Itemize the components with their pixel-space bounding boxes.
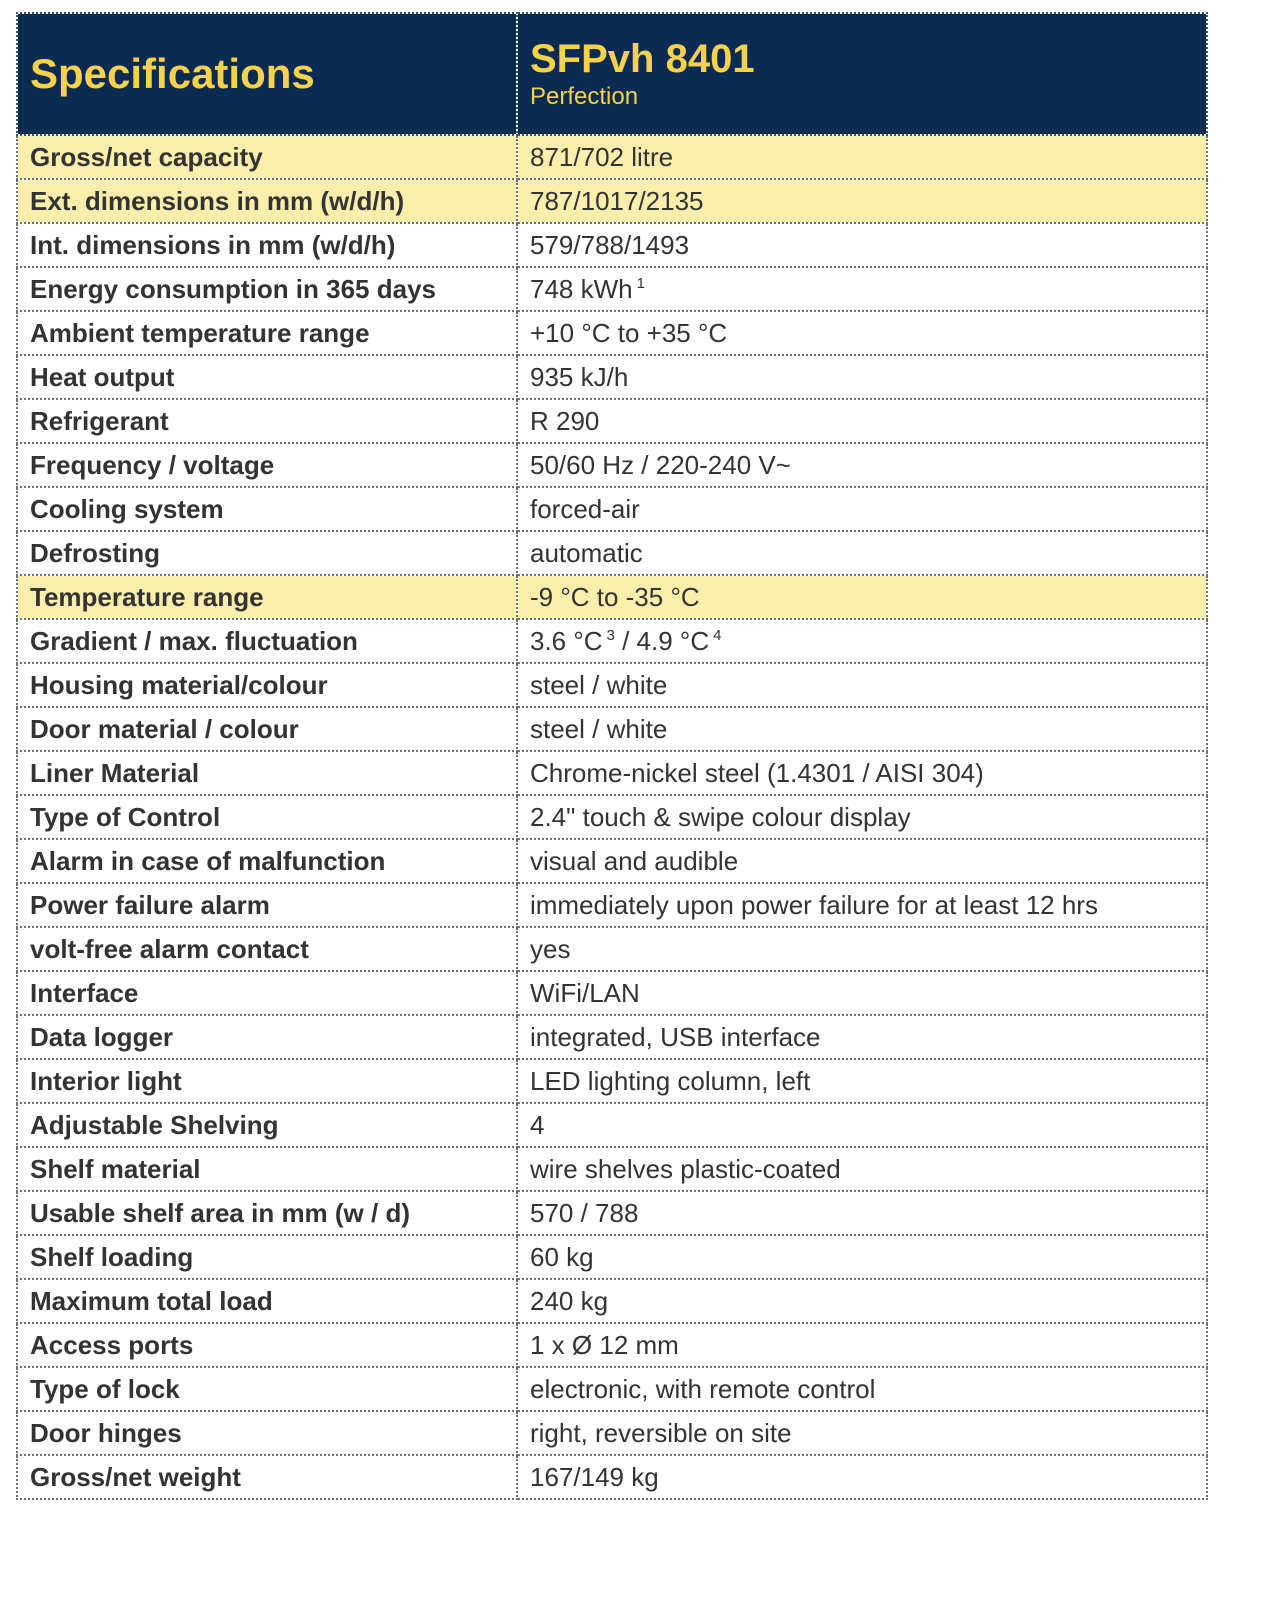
spec-value: +10 °C to +35 °C xyxy=(530,317,728,348)
spec-value: right, reversible on site xyxy=(530,1417,792,1448)
spec-value-cell xyxy=(517,971,1207,1015)
table-row xyxy=(17,223,1207,267)
spec-value: 1 x Ø 12 mm xyxy=(530,1329,679,1360)
spec-value-secondary: / 4.9 °C xyxy=(614,625,710,656)
spec-value-cell xyxy=(517,1323,1207,1367)
spec-value-cell xyxy=(517,223,1207,267)
spec-label: Type of lock xyxy=(17,1367,517,1411)
spec-label: Gradient / max. fluctuation xyxy=(17,619,517,663)
spec-value-cell xyxy=(517,751,1207,795)
spec-value-cell xyxy=(517,1235,1207,1279)
table-row xyxy=(17,531,1207,575)
spec-value: 4 xyxy=(530,1109,545,1140)
spec-label: Interface xyxy=(17,971,517,1015)
table-row xyxy=(17,1103,1207,1147)
spec-value: steel / white xyxy=(530,669,668,700)
spec-value-cell xyxy=(517,839,1207,883)
table-row xyxy=(17,267,1207,311)
spec-value: immediately upon power failure for at least 12 hrs xyxy=(530,889,1098,920)
spec-label: Ambient temperature range xyxy=(17,311,517,355)
spec-value-cell xyxy=(517,355,1207,399)
table-row xyxy=(17,355,1207,399)
spec-label: Defrosting xyxy=(17,531,517,575)
spec-value-cell xyxy=(517,1147,1207,1191)
spec-value: 579/788/1493 xyxy=(530,229,690,260)
spec-label: Liner Material xyxy=(17,751,517,795)
table-row xyxy=(17,311,1207,355)
table-row xyxy=(17,1235,1207,1279)
spec-value-cell xyxy=(517,1367,1207,1411)
spec-value-cell xyxy=(517,443,1207,487)
spec-value-cell xyxy=(517,619,1207,663)
specifications-table-body xyxy=(17,13,1207,1499)
spec-value-cell xyxy=(517,1455,1207,1499)
table-row xyxy=(17,1323,1207,1367)
table-row xyxy=(17,487,1207,531)
table-row xyxy=(17,1191,1207,1235)
spec-label: Access ports xyxy=(17,1323,517,1367)
table-row xyxy=(17,883,1207,927)
spec-label: Data logger xyxy=(17,1015,517,1059)
spec-value: LED lighting column, left xyxy=(530,1065,811,1096)
spec-value: automatic xyxy=(530,537,643,568)
table-row xyxy=(17,1411,1207,1455)
table-row xyxy=(17,1455,1207,1499)
spec-value-cell xyxy=(517,795,1207,839)
spec-label: Frequency / voltage xyxy=(17,443,517,487)
footnote-marker: 1 xyxy=(636,274,645,292)
spec-value: 3.6 °C xyxy=(530,625,603,656)
spec-value: Chrome-nickel steel (1.4301 / AISI 304) xyxy=(530,757,984,788)
spec-label: Door material / colour xyxy=(17,707,517,751)
spec-label: Power failure alarm xyxy=(17,883,517,927)
spec-label: Alarm in case of malfunction xyxy=(17,839,517,883)
spec-value: visual and audible xyxy=(530,845,739,876)
spec-value-cell xyxy=(517,135,1207,179)
spec-value: 787/1017/2135 xyxy=(530,185,704,216)
spec-label: Interior light xyxy=(17,1059,517,1103)
table-row xyxy=(17,751,1207,795)
spec-value: electronic, with remote control xyxy=(530,1373,876,1404)
spec-value: 240 kg xyxy=(530,1285,609,1316)
spec-value-cell xyxy=(517,531,1207,575)
spec-value: WiFi/LAN xyxy=(530,977,640,1008)
spec-value: R 290 xyxy=(530,405,600,436)
spec-value-cell xyxy=(517,707,1207,751)
table-row xyxy=(17,443,1207,487)
spec-value-cell xyxy=(517,927,1207,971)
table-row xyxy=(17,1059,1207,1103)
spec-label: Housing material/colour xyxy=(17,663,517,707)
spec-value-cell xyxy=(517,1015,1207,1059)
spec-value: 570 / 788 xyxy=(530,1197,639,1228)
spec-label: Heat output xyxy=(17,355,517,399)
spec-label: Type of Control xyxy=(17,795,517,839)
spec-value: forced-air xyxy=(530,493,640,524)
spec-value-cell xyxy=(517,575,1207,619)
table-row xyxy=(17,971,1207,1015)
specifications-table xyxy=(16,12,1208,1500)
spec-label: Int. dimensions in mm (w/d/h) xyxy=(17,223,517,267)
model-line: Perfection xyxy=(530,83,639,110)
spec-label: Door hinges xyxy=(17,1411,517,1455)
table-row xyxy=(17,795,1207,839)
spec-value: wire shelves plastic-coated xyxy=(530,1153,841,1184)
spec-value-cell xyxy=(517,267,1207,311)
spec-value-cell xyxy=(517,883,1207,927)
table-row xyxy=(17,179,1207,223)
table-row xyxy=(17,575,1207,619)
table-row xyxy=(17,839,1207,883)
table-row xyxy=(17,399,1207,443)
spec-value-cell xyxy=(517,1103,1207,1147)
spec-label: Adjustable Shelving xyxy=(17,1103,517,1147)
header-title: Specifications xyxy=(30,50,315,97)
spec-value: integrated, USB interface xyxy=(530,1021,821,1052)
spec-value-cell xyxy=(517,1191,1207,1235)
spec-label: Maximum total load xyxy=(17,1279,517,1323)
footnote-marker: 4 xyxy=(713,626,722,644)
model-name: SFPvh 8401 xyxy=(530,37,755,81)
table-row xyxy=(17,135,1207,179)
spec-value: steel / white xyxy=(530,713,668,744)
spec-value-cell xyxy=(517,1279,1207,1323)
spec-label: Shelf loading xyxy=(17,1235,517,1279)
table-row xyxy=(17,663,1207,707)
spec-value-cell xyxy=(517,1059,1207,1103)
spec-label: Refrigerant xyxy=(17,399,517,443)
spec-value: 748 kWh xyxy=(530,273,633,304)
spec-label: Gross/net capacity xyxy=(17,135,517,179)
table-row xyxy=(17,1367,1207,1411)
table-row xyxy=(17,1147,1207,1191)
spec-value-cell xyxy=(517,179,1207,223)
header-model-cell xyxy=(517,13,1207,135)
header-title-cell xyxy=(17,13,517,135)
spec-value: 935 kJ/h xyxy=(530,361,629,392)
spec-label: Usable shelf area in mm (w / d) xyxy=(17,1191,517,1235)
spec-value: yes xyxy=(530,933,571,964)
table-row xyxy=(17,619,1207,663)
spec-label: Temperature range xyxy=(17,575,517,619)
spec-value: 871/702 litre xyxy=(530,141,674,172)
spec-value: 50/60 Hz / 220-240 V~ xyxy=(530,449,791,480)
table-row xyxy=(17,707,1207,751)
table-header-row xyxy=(17,13,1207,135)
spec-value: 2.4" touch & swipe colour display xyxy=(530,801,911,832)
footnote-marker: 3 xyxy=(606,626,615,644)
spec-label: volt-free alarm contact xyxy=(17,927,517,971)
spec-value-cell xyxy=(517,663,1207,707)
spec-value-cell xyxy=(517,1411,1207,1455)
spec-label: Energy consumption in 365 days xyxy=(17,267,517,311)
spec-label: Cooling system xyxy=(17,487,517,531)
spec-label: Shelf material xyxy=(17,1147,517,1191)
spec-value: 60 kg xyxy=(530,1241,594,1272)
spec-value: 167/149 kg xyxy=(530,1461,659,1492)
spec-label: Gross/net weight xyxy=(17,1455,517,1499)
spec-value: -9 °C to -35 °C xyxy=(530,581,700,612)
spec-value-cell xyxy=(517,399,1207,443)
table-row xyxy=(17,1279,1207,1323)
spec-value-cell xyxy=(517,311,1207,355)
table-row xyxy=(17,927,1207,971)
table-row xyxy=(17,1015,1207,1059)
spec-value-cell xyxy=(517,487,1207,531)
spec-label: Ext. dimensions in mm (w/d/h) xyxy=(17,179,517,223)
